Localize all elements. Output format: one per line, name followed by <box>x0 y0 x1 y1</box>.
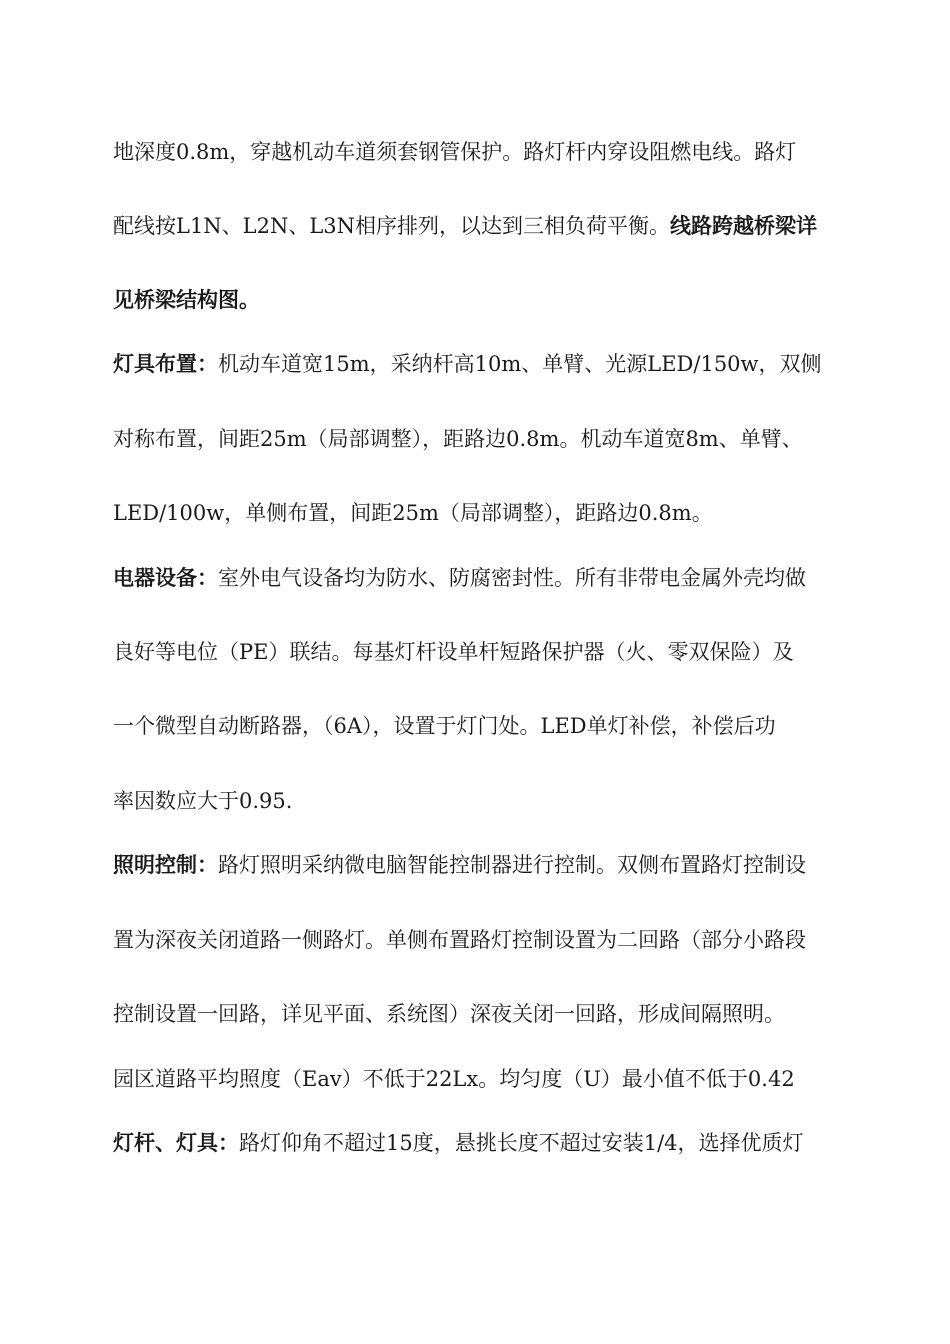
body-text: 配线按L1N、L2N、L3N相序排列，以达到三相负荷平衡。 <box>113 214 671 238</box>
text-line <box>113 637 793 667</box>
body-text: LED/100w，单侧布置，间距25m（局部调整），距路边0.8m。 <box>113 501 713 525</box>
section-heading: 灯具布置： <box>113 352 218 376</box>
body-text: 路灯照明采纳微电脑智能控制器进行控制。双侧布置路灯控制设 <box>218 853 806 877</box>
body-text: 地深度0.8m，穿越机动车道须套钢管保护。路灯杆内穿设阻燃电线。路灯 <box>113 140 797 164</box>
section-heading: 灯杆、灯具： <box>113 1131 239 1155</box>
body-text: 率因数应大于0.95. <box>113 789 293 813</box>
text-line <box>113 1064 795 1094</box>
body-text: 路灯仰角不超过15度，悬挑长度不超过安装1/4，选择优质灯 <box>239 1131 804 1155</box>
body-text: 对称布置，间距25m（局部调整），距路边0.8m。机动车道宽8m、单臂、 <box>113 427 803 451</box>
text-line <box>113 285 260 315</box>
section-heading: 电器设备： <box>113 566 218 590</box>
bold-text: 线路跨越桥梁详 <box>670 214 818 238</box>
text-line <box>113 211 817 241</box>
body-text: 置为深夜关闭道路一侧路灯。单侧布置路灯控制设置为二回路（部分小路段 <box>113 928 806 952</box>
body-text: 园区道路平均照度（Eav）不低于22Lx。均匀度（U）最小值不低于0.42 <box>113 1067 795 1091</box>
text-line <box>113 498 713 528</box>
body-text: 室外电气设备均为防水、防腐密封性。所有非带电金属外壳均做 <box>218 566 806 590</box>
text-line <box>113 349 822 379</box>
text-line <box>113 424 803 454</box>
text-line <box>113 137 796 167</box>
body-text: 机动车道宽15m，采纳杆高10m、单臂、光源LED/150w，双侧 <box>218 352 822 376</box>
body-text: 一个微型自动断路器，（6A），设置于灯门处。LED单灯补偿，补偿后功 <box>113 714 776 738</box>
text-line <box>113 999 785 1029</box>
text-line <box>113 786 292 816</box>
body-text: 良好等电位（PE）联结。每基灯杆设单杆短路保护器（火、零双保险）及 <box>113 640 794 664</box>
text-line <box>113 850 806 880</box>
text-line <box>113 1128 804 1158</box>
text-line <box>113 711 776 741</box>
section-heading: 照明控制： <box>113 853 218 877</box>
bold-text: 见桥梁结构图。 <box>113 288 260 312</box>
text-line <box>113 925 806 955</box>
body-text: 控制设置一回路，详见平面、系统图）深夜关闭一回路，形成间隔照明。 <box>113 1002 785 1026</box>
text-line <box>113 563 806 593</box>
